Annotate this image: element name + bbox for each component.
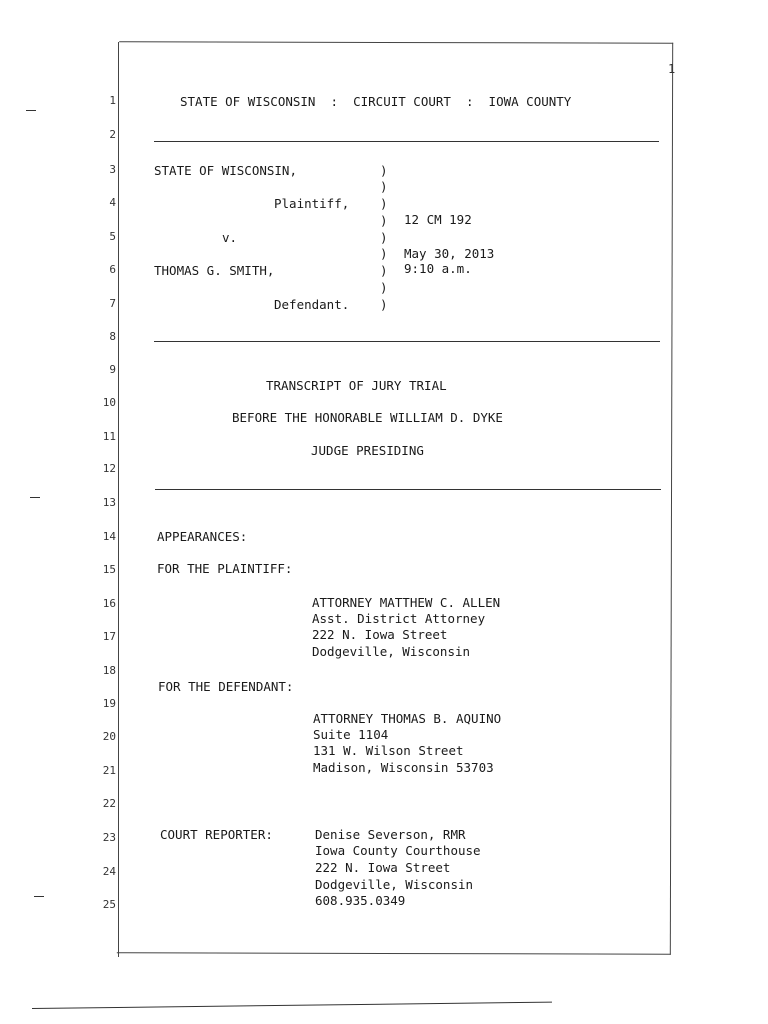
line-number: 12	[102, 462, 116, 475]
line-number: 13	[102, 496, 116, 509]
line-number: 19	[102, 697, 116, 710]
line-number: 3	[109, 163, 116, 176]
line-number: 1	[109, 94, 116, 107]
line-number: 6	[109, 263, 116, 276]
line-number: 8	[109, 330, 116, 343]
line-number: 7	[109, 297, 116, 310]
caption-paren: )	[380, 263, 388, 278]
caption-paren: )	[380, 196, 388, 211]
defendant-label: Defendant.	[274, 297, 350, 312]
hearing-time: 9:10 a.m.	[404, 261, 472, 276]
plaintiff-label: Plaintiff,	[274, 196, 350, 211]
plaintiff-counsel-line: Asst. District Attorney	[312, 611, 486, 626]
caption-paren: )	[380, 280, 388, 295]
page-number: 1	[668, 62, 676, 76]
caption-paren: )	[380, 246, 388, 261]
line-number: 4	[109, 196, 116, 209]
caption-paren: )	[380, 163, 388, 178]
case-number: 12 CM 192	[404, 212, 472, 227]
divider	[155, 489, 661, 490]
line-number: 2	[109, 128, 116, 141]
line-number: 9	[109, 363, 116, 376]
appearances-heading: APPEARANCES:	[157, 529, 248, 544]
defendant-name: THOMAS G. SMITH,	[154, 263, 275, 278]
presiding-line: JUDGE PRESIDING	[311, 443, 424, 458]
page-border	[117, 41, 676, 954]
transcript-title: TRANSCRIPT OF JURY TRIAL	[266, 378, 447, 393]
plaintiff-counsel-line: 222 N. Iowa Street	[312, 627, 448, 642]
caption-paren: )	[380, 213, 388, 228]
line-number-rule	[118, 42, 119, 957]
line-number: 18	[102, 664, 116, 677]
caption-paren: )	[380, 230, 388, 245]
caption-paren: )	[380, 297, 388, 312]
plaintiff-counsel-line: Dodgeville, Wisconsin	[312, 644, 471, 659]
divider	[154, 141, 659, 142]
line-number: 21	[102, 764, 116, 777]
line-number: 10	[102, 396, 116, 409]
line-number: 11	[102, 430, 116, 443]
plaintiff-counsel-line: ATTORNEY MATTHEW C. ALLEN	[312, 595, 501, 610]
defendant-counsel-line: ATTORNEY THOMAS B. AQUINO	[313, 711, 502, 726]
binder-mark	[26, 110, 36, 111]
line-number: 16	[102, 597, 116, 610]
line-number: 22	[102, 797, 116, 810]
plaintiff-name: STATE OF WISCONSIN,	[154, 163, 297, 178]
court-reporter-heading: COURT REPORTER:	[160, 827, 273, 842]
court-reporter-line: Denise Severson, RMR	[315, 827, 466, 842]
plaintiff-counsel-heading: FOR THE PLAINTIFF:	[157, 561, 293, 576]
line-number: 20	[102, 730, 116, 743]
versus: v.	[222, 230, 238, 245]
line-number: 23	[102, 831, 116, 844]
line-number: 15	[102, 563, 116, 576]
line-number: 14	[102, 530, 116, 543]
caption-paren: )	[380, 179, 388, 194]
scan-edge-line	[32, 1002, 552, 1009]
defendant-counsel-line: 131 W. Wilson Street	[313, 743, 464, 758]
court-reporter-line: 222 N. Iowa Street	[315, 860, 451, 875]
divider	[154, 341, 660, 342]
line-number: 24	[102, 865, 116, 878]
binder-mark	[34, 896, 44, 897]
line-number: 5	[109, 230, 116, 243]
defendant-counsel-line: Suite 1104	[313, 727, 389, 742]
binder-mark	[30, 497, 40, 498]
court-header: STATE OF WISCONSIN : CIRCUIT COURT : IOWA COUNTY	[180, 94, 572, 109]
defendant-counsel-heading: FOR THE DEFENDANT:	[158, 679, 294, 694]
court-reporter-line: 608.935.0349	[315, 893, 406, 908]
line-number: 17	[102, 630, 116, 643]
hearing-date: May 30, 2013	[404, 246, 495, 261]
court-reporter-line: Iowa County Courthouse	[315, 843, 481, 858]
court-reporter-line: Dodgeville, Wisconsin	[315, 877, 474, 892]
judge-line: BEFORE THE HONORABLE WILLIAM D. DYKE	[232, 410, 503, 425]
line-number: 25	[102, 898, 116, 911]
defendant-counsel-line: Madison, Wisconsin 53703	[313, 760, 494, 775]
